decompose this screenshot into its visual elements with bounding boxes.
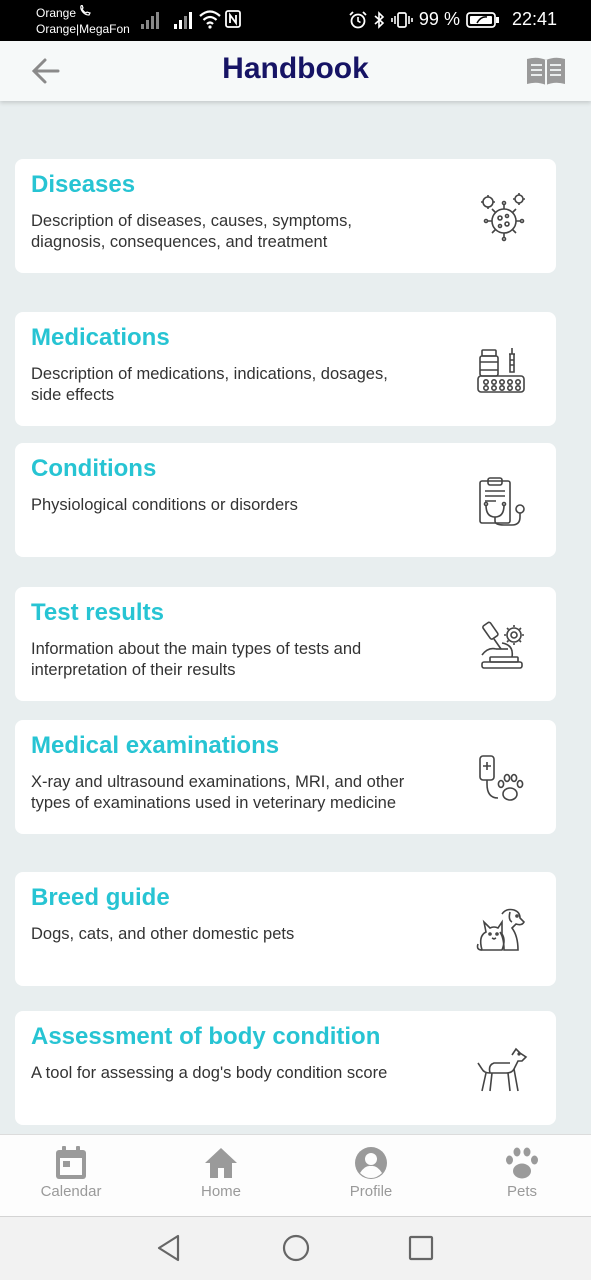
status-right	[349, 9, 557, 30]
nav-label: Home	[200, 1183, 241, 1200]
system-navigation	[0, 1216, 591, 1280]
battery-icon	[466, 11, 500, 29]
nav-label: Pets	[506, 1183, 537, 1200]
card-title: Diseases	[31, 171, 136, 198]
nfc-icon	[225, 10, 241, 28]
profile-icon	[353, 1145, 389, 1181]
dog-icon	[474, 1043, 528, 1097]
nav-pets[interactable]	[462, 1145, 582, 1200]
carrier-info	[36, 5, 130, 37]
app-header	[0, 41, 591, 101]
handbook-button[interactable]	[525, 54, 567, 88]
bottom-navigation	[0, 1134, 591, 1216]
bluetooth-icon	[373, 11, 385, 29]
card-description: Dogs, cats, and other domestic pets	[31, 925, 295, 943]
home-icon	[203, 1145, 239, 1181]
battery-percent: 99 %	[418, 9, 460, 29]
card-title: Breed guide	[31, 884, 170, 911]
card-conditions[interactable]	[15, 443, 556, 557]
card-medications[interactable]	[15, 312, 556, 426]
card-diseases[interactable]	[15, 159, 556, 273]
nav-label: Profile	[349, 1183, 393, 1200]
card-description: X-ray and ultrasound examinations, MRI, and other types of examinations used in veterinary medicine	[31, 773, 405, 812]
card-description: Information about the main types of tests and interpretation of their results	[31, 640, 362, 679]
dog-cat-icon	[474, 904, 528, 958]
book-icon	[525, 54, 567, 88]
system-home-button[interactable]	[281, 1233, 311, 1263]
card-title: Medical examinations	[31, 732, 280, 759]
paw-icon	[504, 1145, 540, 1181]
signal-icon	[141, 11, 161, 29]
carrier-2: Orange|MegaFon	[36, 22, 130, 36]
iv-paw-icon	[474, 752, 528, 806]
system-recents-button[interactable]	[407, 1233, 435, 1263]
alarm-icon	[349, 11, 367, 29]
clock: 22:41	[511, 9, 557, 29]
calendar-icon	[54, 1145, 88, 1181]
system-back-button[interactable]	[155, 1233, 183, 1263]
status-bar	[0, 0, 591, 41]
signal-icon-2	[174, 11, 194, 29]
card-description: Description of diseases, causes, symptoms, diagnosis, consequences, and treatment	[31, 212, 352, 251]
card-title: Conditions	[31, 455, 157, 482]
card-description: A tool for assessing a dog's body condition score	[31, 1064, 388, 1082]
nav-label: Calendar	[40, 1183, 102, 1200]
clipboard-stethoscope-icon	[474, 475, 528, 529]
nav-home[interactable]	[161, 1145, 281, 1200]
wifi-icon	[198, 9, 222, 29]
card-test-results[interactable]	[15, 587, 556, 701]
vibrate-icon	[391, 11, 413, 29]
card-title: Assessment of body condition	[31, 1023, 381, 1050]
medication-icon	[474, 344, 528, 398]
microscope-icon	[474, 619, 528, 673]
card-medical-examinations[interactable]	[15, 720, 556, 834]
virus-icon	[474, 191, 528, 245]
card-description: Physiological conditions or disorders	[31, 496, 298, 514]
card-description: Description of medications, indications, dosages, side effects	[31, 365, 388, 404]
carrier-1: Orange	[36, 6, 77, 20]
nav-profile[interactable]	[311, 1145, 431, 1200]
card-title: Test results	[31, 599, 164, 626]
card-body-condition[interactable]	[15, 1011, 556, 1125]
wifi-call-icon	[79, 5, 91, 16]
nav-calendar[interactable]	[11, 1145, 131, 1200]
card-breed-guide[interactable]	[15, 872, 556, 986]
card-title: Medications	[31, 324, 170, 351]
page-title: Handbook	[222, 52, 369, 85]
